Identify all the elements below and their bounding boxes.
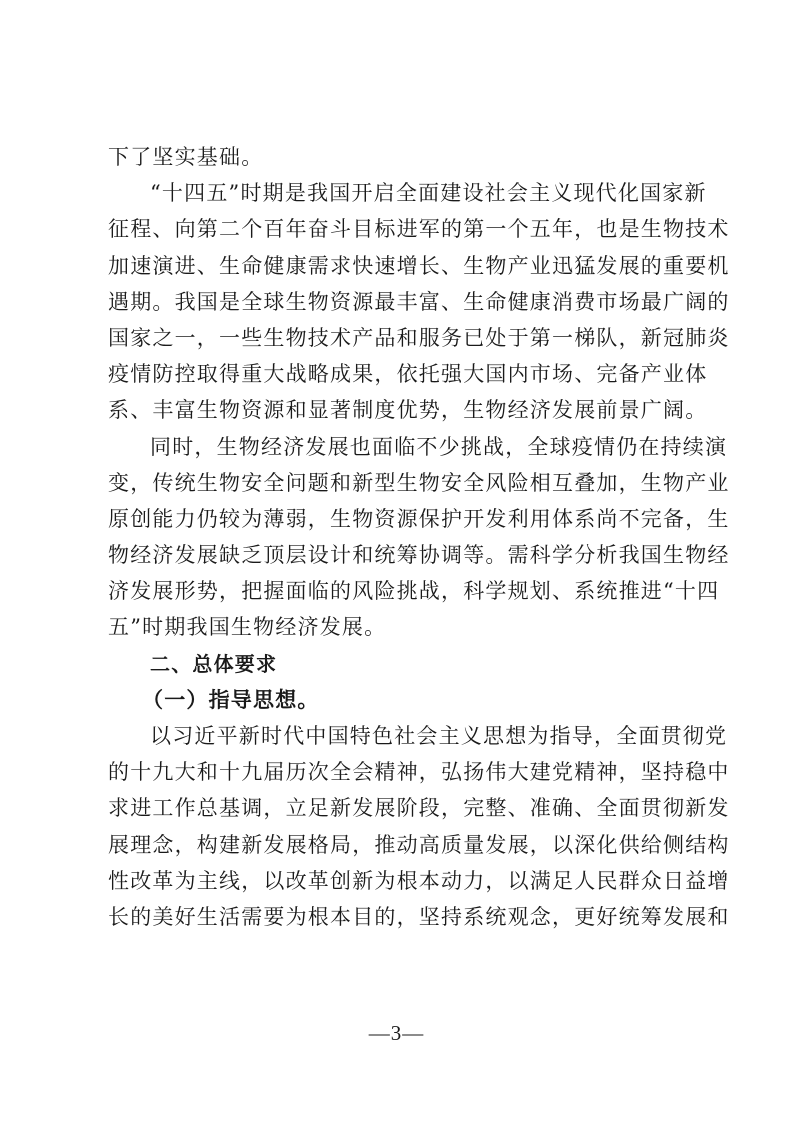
text-line: 求进工作总基调，立足新发展阶段，完整、准确、全面贯彻新发 [108,796,730,821]
text-line: 加速演进、生命健康需求快速增长、生物产业迅猛发展的重要机 [108,253,730,278]
text-line: 遇期。我国是全球生物资源最丰富、生命健康消费市场最广阔的 [108,289,730,314]
text-line: 物经济发展缺乏顶层设计和统筹协调等。需科学分析我国生物经 [108,543,730,568]
text-line: 长的美好生活需要为根本目的，坚持系统观念，更好统筹发展和 [108,904,730,929]
page-number: —3— [368,1021,425,1045]
subsection-heading: （一）指导思想。 [142,686,320,712]
text-line: 性改革为主线，以改革创新为根本动力，以满足人民群众日益增 [108,868,730,893]
text-line: 展理念，构建新发展格局，推动高质量发展，以深化供给侧结构 [108,832,730,857]
text-line: 原创能力仍较为薄弱，生物资源保护开发利用体系尚不完备，生 [108,506,730,531]
text-line: 下了坚实基础。 [108,145,264,169]
text-line: 变，传统生物安全问题和新型生物安全风险相互叠加，生物产业 [108,470,730,495]
paragraph-start-line: 同时，生物经济发展也面临不少挑战，全球疫情仍在持续演 [150,434,728,459]
text-line: 疫情防控取得重大战略成果，依托强大国内市场、完备产业体 [108,362,708,387]
text-line: 国家之一，一些生物技术产品和服务已处于第一梯队，新冠肺炎 [108,325,730,350]
paragraph-start-line: “十四五”时期是我国开启全面建设社会主义现代化国家新 [150,181,707,206]
section-heading: 二、总体要求 [150,651,278,676]
text-line: 征程、向第二个百年奋斗目标进军的第一个五年，也是生物技术 [108,217,730,242]
text-line: 系、丰富生物资源和显著制度优势，生物经济发展前景广阔。 [108,398,708,423]
text-line: 的十九大和十九届历次全会精神，弘扬伟大建党精神，坚持稳中 [108,760,730,785]
paragraph-start-line: 以习近平新时代中国特色社会主义思想为指导，全面贯彻党 [150,724,728,748]
text-line: 济发展形势，把握面临的风险挑战，科学规划、系统推进“十四 [108,579,720,604]
text-line: 五”时期我国生物经济发展。 [108,615,387,640]
body-text [108,139,730,935]
